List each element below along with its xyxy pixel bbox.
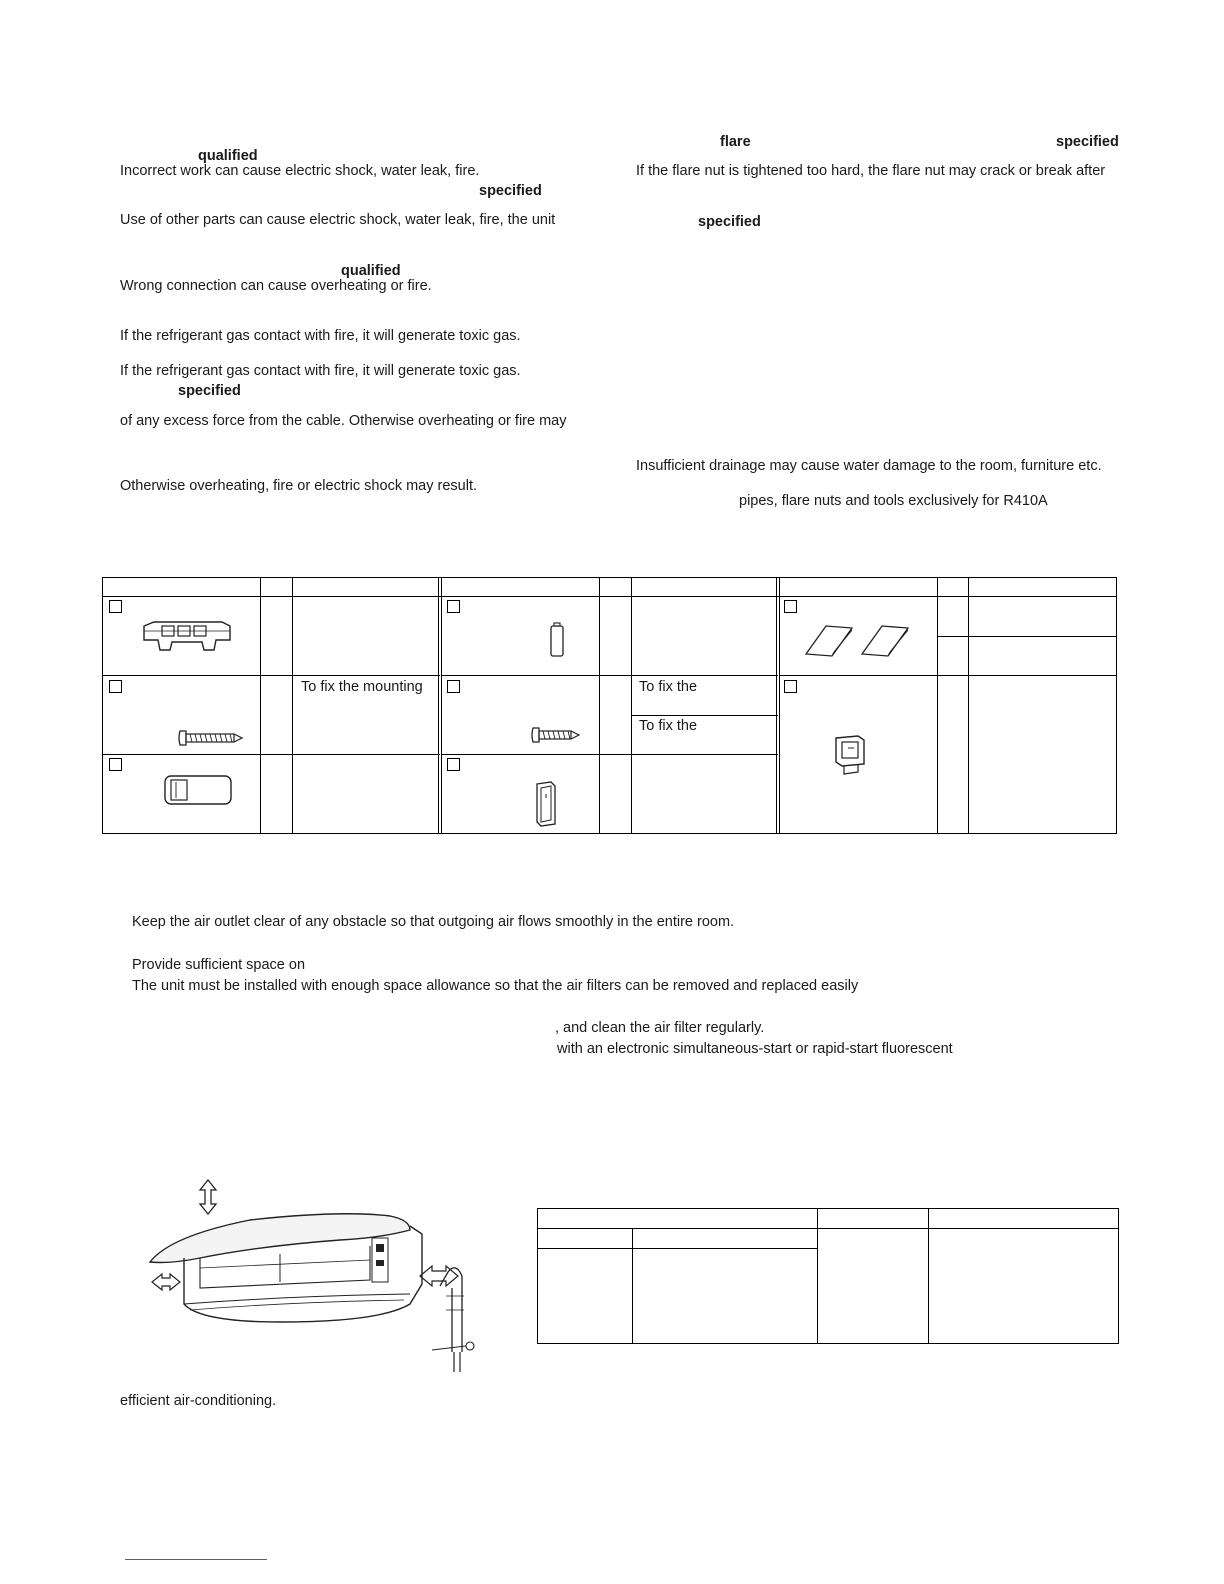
accessory-5-purpose-a: To fix the xyxy=(639,679,698,695)
location-filter-allowance: The unit must be installed with enough space allowance so that the air filters can be removed and replaced easily xyxy=(132,978,859,994)
right-line-drainage: Insufficient drainage may cause water damage to the room, furniture etc. xyxy=(636,458,1102,474)
accessory-1-checkbox[interactable] xyxy=(109,600,122,613)
footer-link[interactable] xyxy=(125,1559,267,1560)
mounting-plate-icon xyxy=(142,620,232,656)
accessory-8-checkbox[interactable] xyxy=(784,680,797,693)
indoor-unit-illustration xyxy=(140,1176,485,1372)
left-qualified-1: qualified xyxy=(198,148,258,164)
accessory-7-checkbox[interactable] xyxy=(784,600,797,613)
accessory-2-purpose: To fix the mounting xyxy=(301,679,423,695)
left-line-overheating: Otherwise overheating, fire or electric shock may result. xyxy=(120,478,477,494)
left-specified-2: specified xyxy=(178,383,241,399)
screw-icon-small xyxy=(531,726,581,744)
screw-icon xyxy=(178,729,244,747)
location-sufficient-space: Provide sufficient space on xyxy=(132,957,306,973)
right-specified-1: specified xyxy=(1056,134,1119,150)
left-line-incorrect-work: Incorrect work can cause electric shock, water leak, fire. xyxy=(120,163,480,179)
location-clean-filter: , and clean the air filter regularly. xyxy=(555,1020,765,1036)
accessory-4-checkbox[interactable] xyxy=(447,600,460,613)
location-air-outlet: Keep the air outlet clear of any obstacle so that outgoing air flows smoothly in the entire room. xyxy=(132,914,735,930)
accessory-5-purpose-b: To fix the xyxy=(639,718,698,734)
left-line-refrigerant-1: If the refrigerant gas contact with fire, it will generate toxic gas. xyxy=(120,328,521,344)
accessory-6-checkbox[interactable] xyxy=(447,758,460,771)
right-specified-2: specified xyxy=(698,214,761,230)
air-purifying-filter-icon xyxy=(832,734,868,778)
right-line-flare-nut: If the flare nut is tightened too hard, the flare nut may crack or break after xyxy=(636,163,1106,179)
remote-control-icon xyxy=(163,774,233,806)
manuals-icon xyxy=(804,622,912,658)
left-line-wrong-connection: Wrong connection can cause overheating or fire. xyxy=(120,278,432,294)
remote-holder-icon xyxy=(533,780,559,828)
left-specified-1: specified xyxy=(479,183,542,199)
left-qualified-2: qualified xyxy=(341,263,401,279)
left-line-refrigerant-2: If the refrigerant gas contact with fire, it will generate toxic gas. xyxy=(120,363,521,379)
accessory-2-checkbox[interactable] xyxy=(109,680,122,693)
location-efficient: efficient air-conditioning. xyxy=(120,1393,277,1409)
right-line-r410a: pipes, flare nuts and tools exclusively for R410A xyxy=(739,493,1048,509)
location-fluorescent: with an electronic simultaneous-start or rapid-start fluorescent xyxy=(557,1041,953,1057)
left-line-other-parts: Use of other parts can cause electric shock, water leak, fire, the unit xyxy=(120,212,556,228)
accessory-5-checkbox[interactable] xyxy=(447,680,460,693)
accessory-3-checkbox[interactable] xyxy=(109,758,122,771)
left-line-excess-force: of any excess force from the cable. Otherwise overheating or fire may xyxy=(120,413,567,429)
battery-icon xyxy=(549,622,565,658)
right-flare: flare xyxy=(720,134,751,150)
